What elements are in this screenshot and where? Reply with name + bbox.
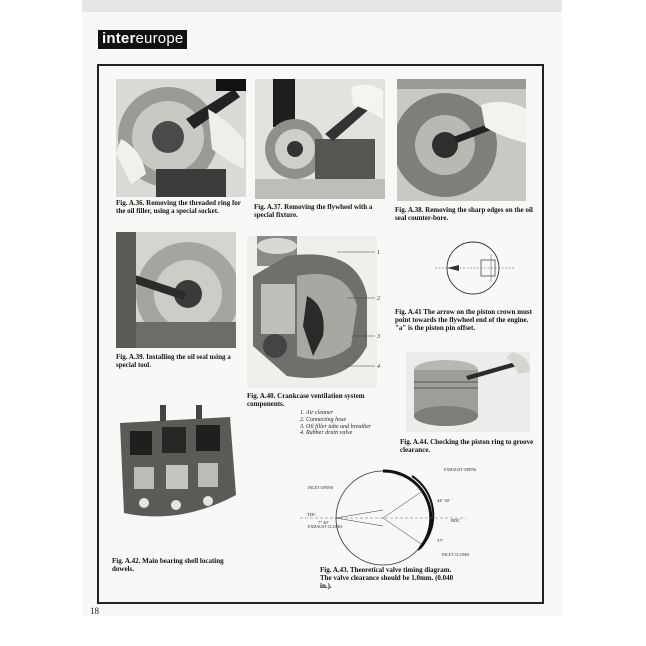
- fig-a41-diagram: [425, 240, 521, 296]
- fig-a43-label-bdc: BDC: [451, 518, 461, 523]
- fig-a42-caption: Fig. A.42. Main bearing shell locating dowels.: [112, 557, 224, 574]
- fig-a37-caption: Fig. A.37. Removing the flywheel with a special fixture.: [254, 203, 373, 220]
- fig-a38-photo: [397, 79, 526, 201]
- fig-a40-legend: [300, 410, 371, 437]
- fig-a40-callout-2: 2: [377, 296, 380, 302]
- fig-a44-caption: Fig. A.44. Checking the piston ring to groove clearance.: [400, 438, 534, 455]
- brand-bold: inter: [102, 30, 136, 47]
- fig-a40-callout-1: 1: [377, 250, 380, 256]
- fig-a36-caption: Fig. A.36. Removing the threaded ring for the oil filler, using a special socket.: [116, 199, 241, 216]
- fig-a40-caption: Fig. A.40. Crankcase ventilation system components.: [247, 392, 365, 409]
- fig-a44-photo: [406, 352, 530, 432]
- brand-light: europe: [135, 30, 184, 47]
- fig-a39-photo: [116, 232, 236, 348]
- fig-a40-callout-4: 4: [377, 364, 380, 370]
- fig-a43-label-7-30: 7° 30': [318, 520, 329, 525]
- fig-a38-caption: Fig. A.38. Removing the sharp edges on the oil seal counter-bore.: [395, 206, 533, 223]
- fig-a43-diagram: [300, 466, 466, 566]
- scan-edge: [82, 0, 562, 12]
- fig-a40-legend-item: 2. Connecting hose: [300, 416, 347, 423]
- fig-a43-label-tdc: TDC: [307, 512, 316, 517]
- fig-a43-label-37: 37°: [437, 538, 444, 543]
- fig-a43-label-exhaust-closes: EXHAUST CLOSES: [308, 524, 343, 529]
- fig-a43-label-exhaust-opens: EXHAUST OPENS: [444, 467, 477, 472]
- fig-a37-photo: [255, 79, 385, 199]
- page-number: 18: [90, 606, 99, 616]
- fig-a36-photo: [116, 79, 246, 197]
- fig-a42-photo: [110, 405, 240, 529]
- fig-a41-caption: Fig. A.41 The arrow on the piston crown must point towards the flywheel end of the engine. "a" is the piston pin offset.: [395, 308, 532, 333]
- fig-a43-label-inlet-closes: INLET CLOSES: [442, 552, 470, 557]
- fig-a40-legend-item: 4. Rubber drain valve: [300, 430, 353, 437]
- fig-a39-caption: Fig. A.39. Installing the oil seal using a special tool.: [116, 353, 231, 370]
- fig-a40-legend-item: 3. Oil filler tube and breather: [300, 423, 372, 430]
- fig-a40-photo: [247, 236, 377, 388]
- fig-a40-callout-3: 3: [377, 334, 380, 340]
- fig-a40-legend-item: 1. Air cleaner: [300, 410, 334, 416]
- brand-logo: [98, 30, 187, 49]
- fig-a43-caption: Fig. A.43. Theoretical valve timing diagram. The valve clearance should be 1.0mm. (0.040 in.).: [320, 566, 454, 591]
- fig-a43-label-inlet-opens: INLET OPENS: [308, 485, 334, 490]
- fig-a43-label-44-30: 44° 30': [437, 498, 450, 503]
